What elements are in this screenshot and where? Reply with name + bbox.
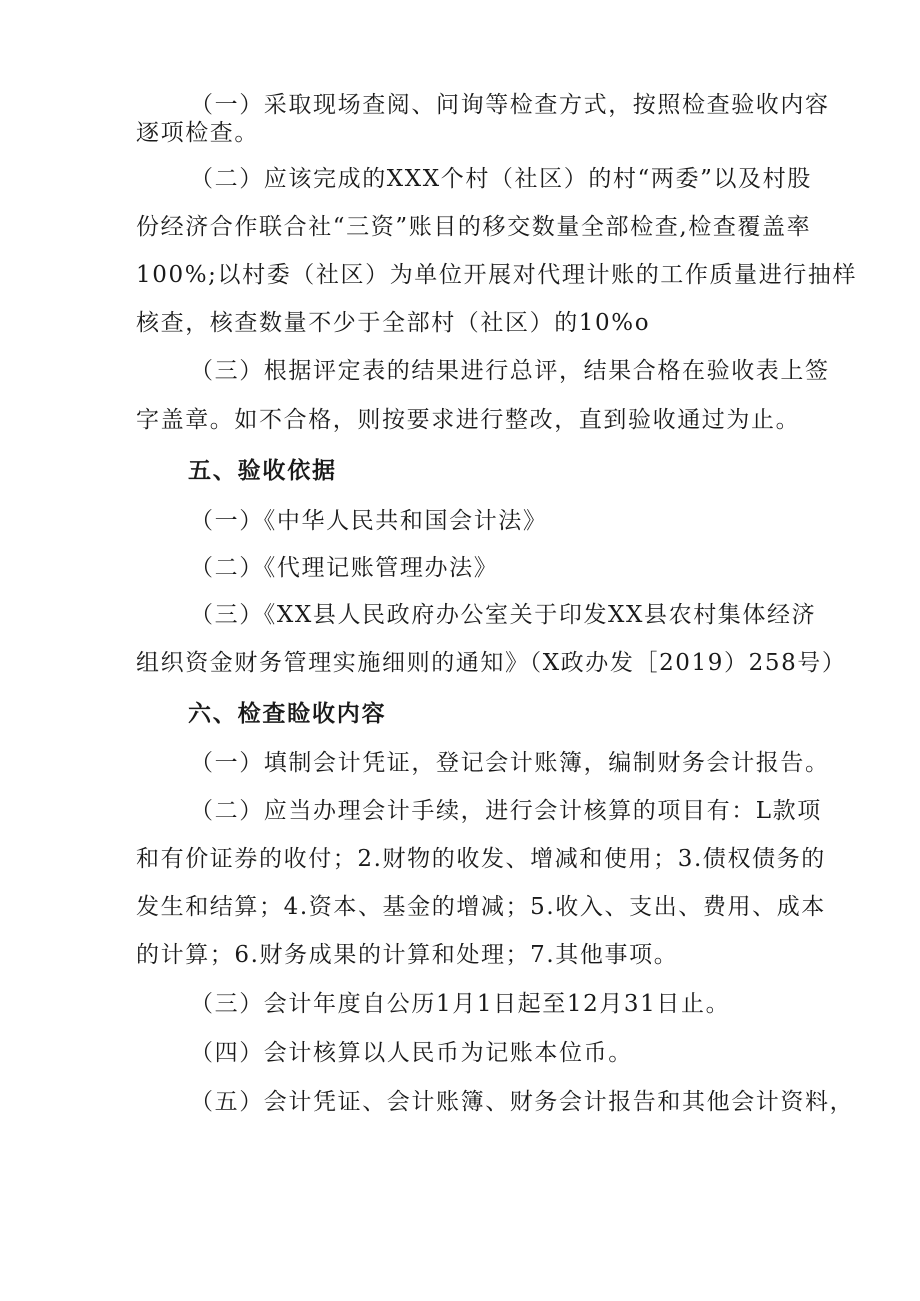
content-item-3: （三）会计年度自公历1月1日起至12月31日止。 bbox=[190, 991, 731, 1017]
basis-item-2: （二）《代理记账管理办法》 bbox=[190, 555, 499, 581]
section-6-heading: 六、检查睑收内容 bbox=[188, 701, 387, 727]
content-item-4: （四）会计核算以人民币为记账本位币。 bbox=[190, 1040, 633, 1066]
paragraph-3-line-1: （三）根据评定表的结果进行总评，结果合格在验收表上签 bbox=[190, 358, 830, 384]
content-item-1: （一）填制会计凭证，登记会计账簿，编制财务会计报告。 bbox=[190, 750, 830, 776]
content-item-2-line-4: 的计算；6.财务成果的计算和处理；7.其他事项。 bbox=[136, 942, 679, 968]
paragraph-2-line-1: （二）应该完成的XXX个村（社区）的村“两委”以及村股 bbox=[190, 166, 812, 192]
basis-item-1: （一）《中华人民共和国会计法》 bbox=[190, 508, 548, 534]
content-item-5-line-1: （五）会计凭证、会计账簿、财务会计报告和其他会计资料， bbox=[190, 1089, 855, 1115]
paragraph-2-line-3: 100%;以村委（社区）为单位开展对代理计账的工作质量进行抽样 bbox=[136, 262, 858, 288]
basis-item-3-line-2: 组织资金财务管理实施细则的通知》（X政办发［2019）258号） bbox=[136, 650, 847, 676]
content-item-2-line-3: 发生和结算；4.资本、基金的增减；5.收入、支出、费用、成本 bbox=[136, 894, 826, 920]
paragraph-2-line-4: 核查，核查数量不少于全部村（社区）的10%o bbox=[136, 310, 651, 336]
paragraph-3-line-2: 字盖章。如不合格，则按要求进行整改，直到验收通过为止。 bbox=[136, 407, 801, 433]
content-item-2-line-2: 和有价证券的收付；2.财物的收发、增减和使用；3.债权债务的 bbox=[136, 846, 826, 872]
basis-item-3-line-1: （三）《XX县人民政府办公室关于印发XX县农村集体经济 bbox=[190, 602, 817, 628]
paragraph-1-line-1: （一）采取现场查阅、问询等检查方式，按照检查验收内容 bbox=[190, 92, 830, 118]
section-5-heading: 五、验收依据 bbox=[188, 458, 337, 484]
paragraph-2-line-2: 份经济合作联合社“三资”账目的移交数量全部检查,检查覆盖率 bbox=[136, 214, 812, 240]
paragraph-1-line-2: 逐项检查。 bbox=[136, 120, 259, 146]
content-item-2-line-1: （二）应当办理会计手续，进行会计核算的项目有：L款项 bbox=[190, 798, 822, 824]
